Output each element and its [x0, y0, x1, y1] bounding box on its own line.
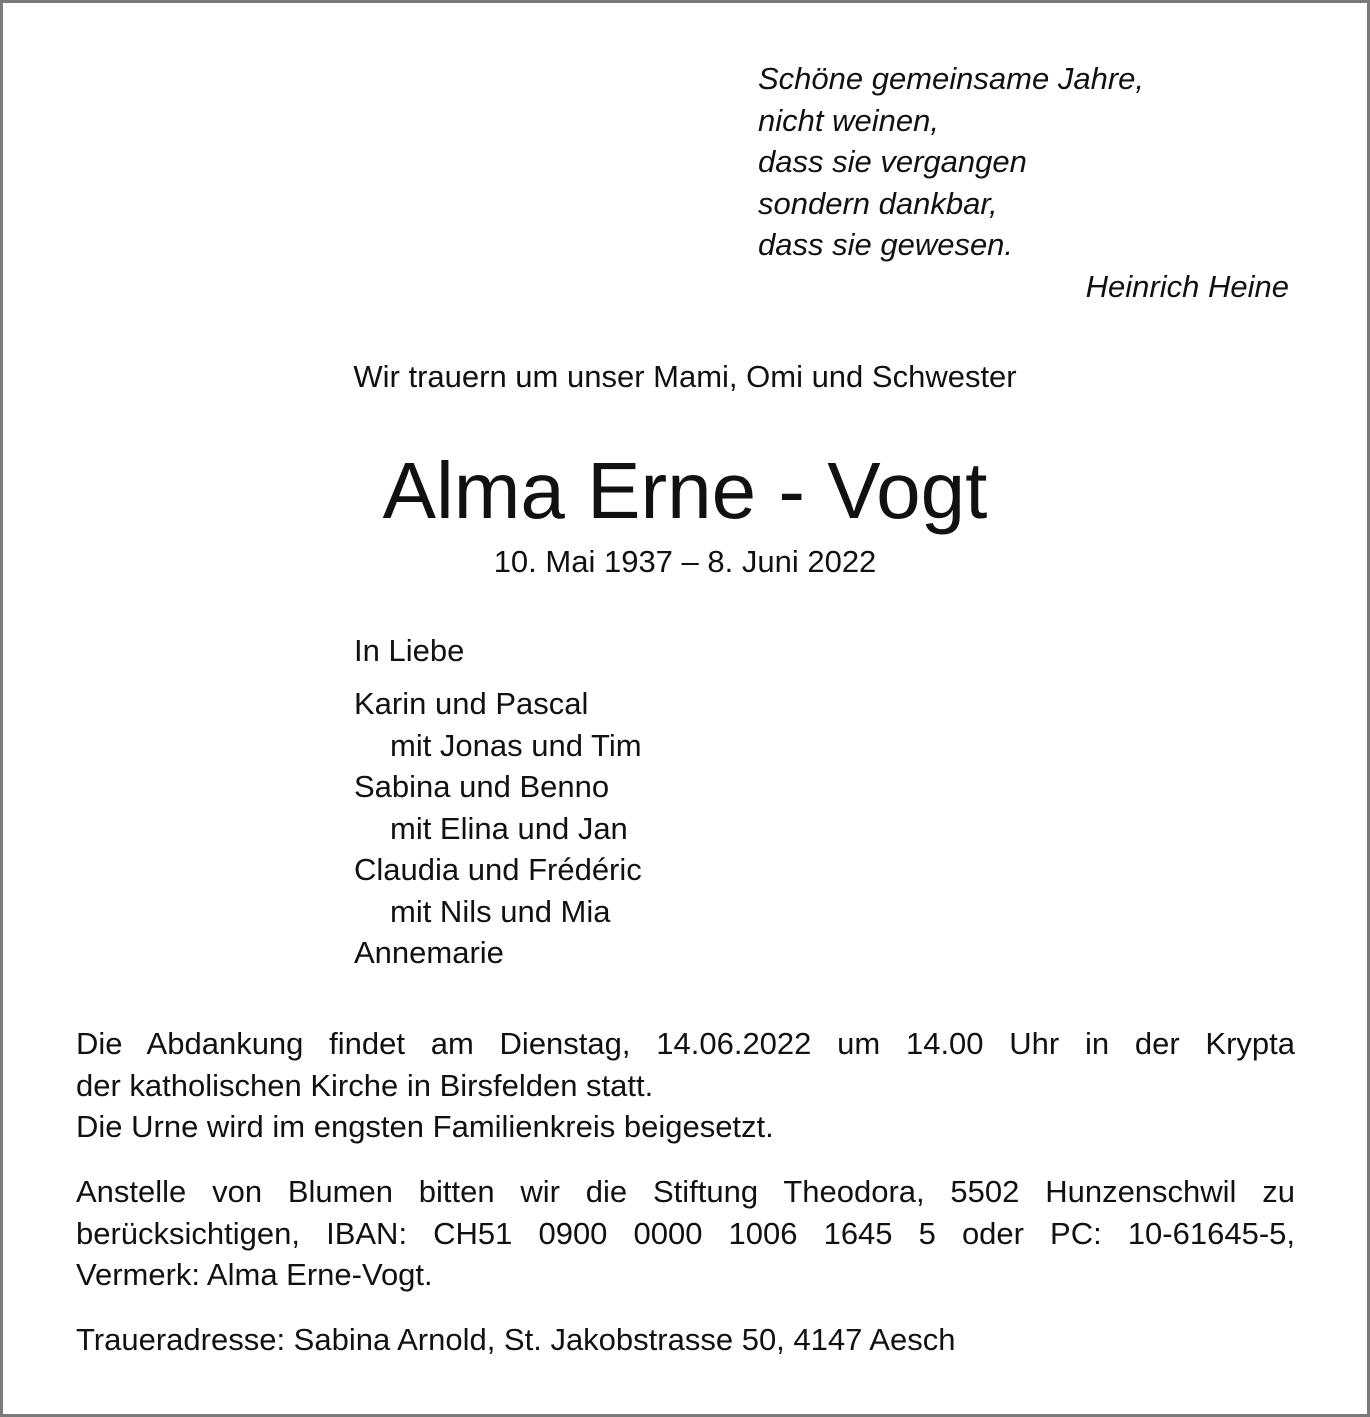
mourning-address: Traueradresse: Sabina Arnold, St. Jakobstrasse 50, 4147 Aesch — [76, 1322, 956, 1357]
deceased-name: Alma Erne - Vogt — [382, 446, 988, 535]
donation-line: Vermerk: Alma Erne-Vogt. — [76, 1257, 433, 1292]
family-line: mit Nils und Mia — [390, 893, 611, 929]
poem-author: Heinrich Heine — [1085, 269, 1289, 304]
family-line: Claudia und Frédéric — [354, 852, 642, 887]
family-line: Sabina und Benno — [354, 769, 610, 804]
ceremony-line: Die Urne wird im engsten Familienkreis beigesetzt. — [76, 1109, 774, 1144]
ceremony-line: der katholischen Kirche in Birsfelden statt. — [76, 1067, 654, 1103]
poem-line: nicht weinen, — [758, 102, 939, 138]
donation-line: berücksichtigen, IBAN: CH51 0900 0000 1006 1645 5 oder PC: 10-61645-5, — [76, 1215, 1295, 1251]
family-line: mit Elina und Jan — [390, 810, 628, 846]
signoff: In Liebe — [354, 633, 465, 668]
poem-line: dass sie gewesen. — [758, 227, 1014, 262]
family-line: Karin und Pascal — [354, 686, 589, 721]
intro-text: Wir trauern um unser Mami, Omi und Schwester — [353, 359, 1017, 394]
ceremony-line: Die Abdankung findet am Dienstag, 14.06.2022 um 14.00 Uhr in der Krypta — [76, 1026, 1295, 1061]
poem-line: dass sie vergangen — [758, 144, 1027, 179]
life-dates: 10. Mai 1937 – 8. Juni 2022 — [493, 544, 877, 579]
donation-paragraph — [76, 1171, 1295, 1296]
family-line: Annemarie — [354, 935, 504, 970]
ceremony-paragraph — [76, 1023, 1295, 1148]
poem-line: sondern dankbar, — [758, 185, 998, 221]
poem-line: Schöne gemeinsame Jahre, — [758, 61, 1145, 96]
family-line: mit Jonas und Tim — [390, 727, 642, 763]
donation-line: Anstelle von Blumen bitten wir die Stiftung Theodora, 5502 Hunzenschwil zu — [76, 1174, 1295, 1209]
